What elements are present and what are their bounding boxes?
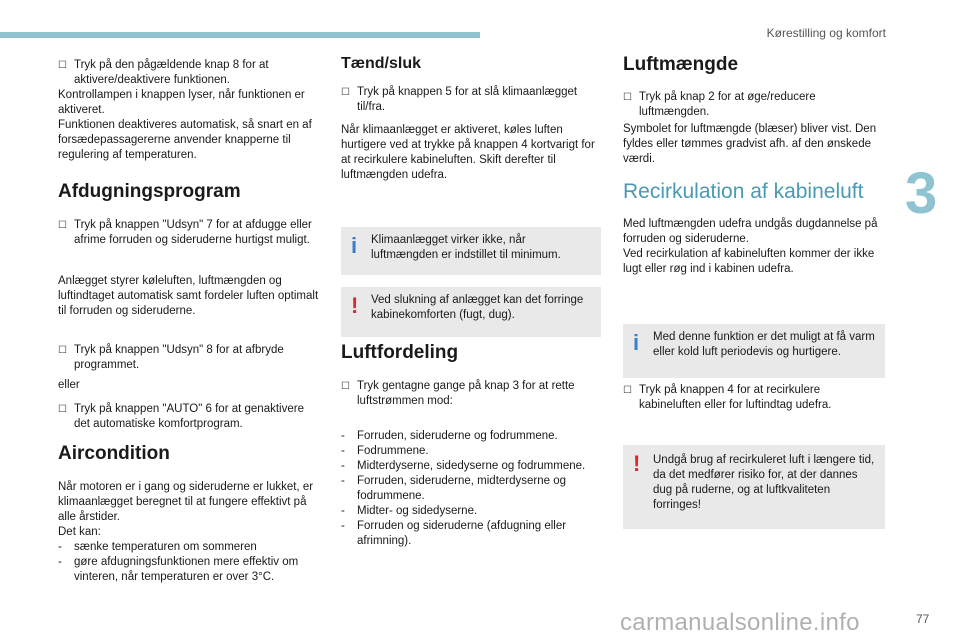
eller-text: eller [58, 379, 80, 391]
list-item: - Forruden, sideruderne og fodrummene. [341, 430, 558, 442]
taend-bullet: ☐ Tryk på knappen 5 for at slå klimaanlægget til/fra. [341, 86, 578, 113]
luftford-list [341, 429, 603, 549]
list-item: - Forruden, sideruderne, midterdyserne og fodrummene. [341, 475, 567, 502]
info-box-funktion: i Med denne funktion er det muligt at få varm eller kold luft periodevis og hurtigere. [623, 324, 885, 378]
checkbox-bullet-icon: ☐ [58, 220, 67, 231]
chapter-number: 3 [905, 161, 938, 226]
auto-bullet: ☐ Tryk på knappen "AUTO" 6 for at genaktivere det automatiske komfortprogram. [58, 403, 304, 430]
heading-taend-sluk: Tænd/sluk [341, 55, 422, 72]
intro-bullet: ☐ Tryk på den pågældende knap 8 for at aktivere/deaktivere funktionen. [58, 59, 269, 86]
watermark: carmanualsonline.info [620, 609, 860, 636]
recirk-bullet: ☐ Tryk på knappen 4 for at recirkulere kabineluften eller for luftindtag udefra. [623, 384, 832, 411]
afdug-section [58, 218, 320, 248]
heading-luftfordeling: Luftfordeling [341, 342, 459, 363]
afdug-bullet: ☐ Tryk på knappen "Udsyn" 7 for at afdugge eller afrime forruden og sideruderne hurtigst muligt. [58, 219, 312, 246]
warning-box-recirkulation: ! Undgå brug af recirkuleret luft i længere tid, da det medfører risiko for, at der dannes dug på ruderne, og at luftkvaliteten forringes! [623, 445, 885, 529]
recirk-paragraph-2: Ved recirkulation af kabineluften kommer der ikke lugt eller røg ind i kabinen udefra. [623, 248, 875, 275]
luftm-bullet: ☐ Tryk på knap 2 for at øge/reducere luftmængden. [623, 91, 816, 118]
checkbox-bullet-icon: ☐ [58, 60, 67, 71]
list-item: - Fodrummene. [341, 445, 429, 457]
header-accent-bar [0, 32, 480, 38]
checkbox-bullet-icon: ☐ [623, 92, 632, 103]
checkbox-bullet-icon: ☐ [341, 87, 350, 98]
checkbox-bullet-icon: ☐ [623, 385, 632, 396]
warning-box-slukning: ! Ved slukning af anlægget kan det forringe kabinekomforten (fugt, dug). [341, 287, 601, 337]
auto-section [58, 402, 320, 432]
intro-paragraph-2: Funktionen deaktiveres automatisk, så snart en af forsædepassagererne anvender knapperne til regulering af temperaturen. [58, 119, 312, 161]
list-item: - gøre afdugningsfunktionen mere effektiv om vinteren, når temperaturen er over 3°C. [58, 556, 299, 583]
aircon-kan: Det kan: [58, 526, 101, 538]
list-item: - Midterdyserne, sidedyserne og fodrummene. [341, 460, 586, 472]
list-item: - Forruden og sideruderne (afdugning eller afrimning). [341, 520, 567, 547]
afbryd-section [58, 343, 320, 373]
info-icon: i [351, 233, 358, 258]
afbryd-bullet: ☐ Tryk på knappen "Udsyn" 8 for at afbryde programmet. [58, 344, 284, 371]
warning-icon: ! [351, 293, 359, 318]
section-header: Kørestilling og komfort [766, 26, 886, 40]
recirk-paragraph: Med luftmængden udefra undgås dugdannelse på forruden og sideruderne. [623, 218, 878, 245]
aircon-paragraph: Når motoren er i gang og sideruderne er lukket, er klimaanlægget beregnet til at fungere effektivt på alle årstider. [58, 481, 314, 523]
afdug-paragraph: Anlægget styrer køleluften, luftmængden og luftindtaget automatisk samt fordeler luften optimalt til forruden og sideruderne. [58, 275, 319, 317]
heading-aircondition: Aircondition [58, 443, 170, 464]
info-box-minimum: i Klimaanlægget virker ikke, når luftmængden er indstillet til minimum. [341, 227, 601, 275]
luftm-paragraph: Symbolet for luftmængde (blæser) bliver vist. Den fyldes eller tømmes gradvist afh. af den ønskede værdi. [623, 123, 877, 165]
list-item: - sænke temperaturen om sommeren [58, 541, 257, 553]
luftford-section [341, 379, 603, 409]
taend-section [341, 85, 603, 115]
intro-paragraph: Kontrollampen i knappen lyser, når funktionen er aktiveret. [58, 89, 305, 116]
warning-icon: ! [633, 451, 641, 476]
taend-paragraph: Når klimaanlægget er aktiveret, køles luften hurtigere ved at trykke på knappen 4 kortvarigt for at recirkulere kabineluften. Skift derefter til luftmængden udefra. [341, 124, 595, 181]
heading-afdugningsprogram: Afdugningsprogram [58, 181, 241, 202]
list-item: - Midter- og sidedyserne. [341, 505, 478, 517]
page-number: 77 [916, 612, 930, 626]
checkbox-bullet-icon: ☐ [58, 345, 67, 356]
recirk-section [623, 217, 885, 277]
heading-luftmaengde: Luftmængde [623, 54, 739, 75]
info-icon: i [633, 330, 640, 355]
luftford-bullet: ☐ Tryk gentagne gange på knap 3 for at rette luftstrømmen mod: [341, 380, 575, 407]
heading-recirkulation: Recirkulation af kabineluft [623, 180, 864, 203]
luftm-section [623, 90, 885, 120]
checkbox-bullet-icon: ☐ [58, 404, 67, 415]
checkbox-bullet-icon: ☐ [341, 381, 350, 392]
aircon-section [58, 480, 320, 585]
recirk-bullet-section [623, 383, 885, 413]
col1-intro [58, 58, 320, 163]
